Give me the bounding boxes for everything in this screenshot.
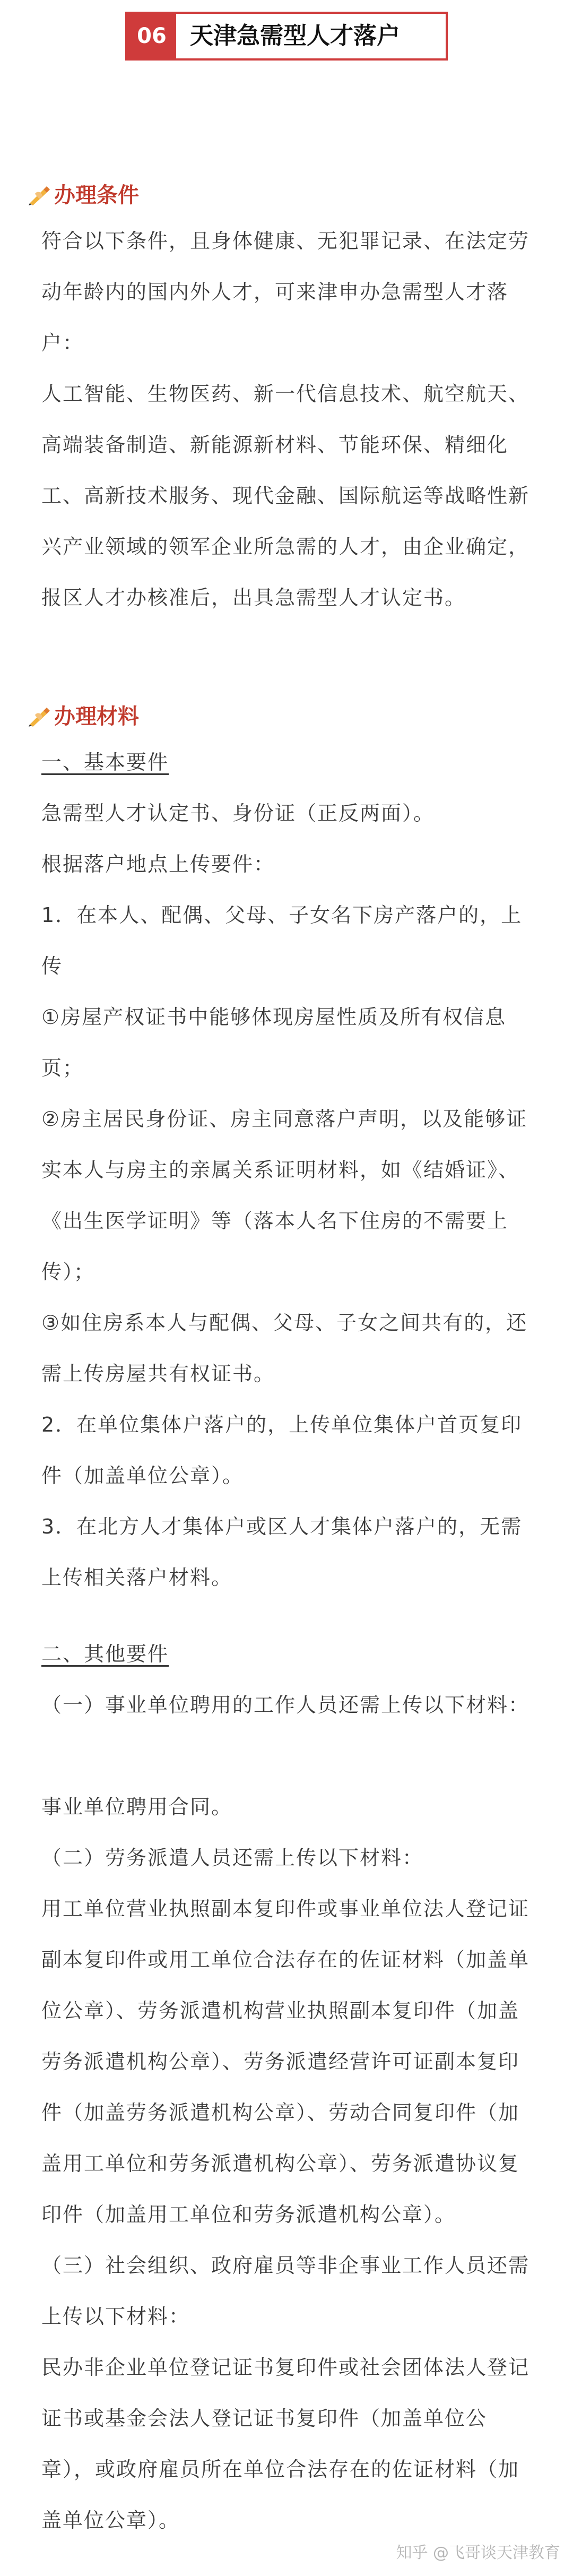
section-heading-materials	[28, 701, 139, 733]
writing-hand-icon	[28, 182, 51, 205]
writing-hand-icon	[28, 703, 51, 727]
other-paragraph-5: （三）社会组织、政府雇员等非企事业工作人员还需上传以下材料：	[41, 2254, 530, 2328]
conditions-paragraph-1: 符合以下条件，且身体健康、无犯罪记录、在法定劳动年龄内的国内外人才，可来津申办急需型人才落户：	[41, 229, 530, 355]
conditions-paragraph-2: 人工智能、生物医药、新一代信息技术、航空航天、高端装备制造、新能源新材料、节能环保、精细化工、高新技术服务、现代金融、国际航运等战略性新兴产业领域的领军企业所急需的人才，由企业确定，报区人才办核准后，出具急需型人才认定书。	[41, 382, 530, 609]
basic-paragraph-2: 根据落户地点上传要件：	[41, 852, 275, 876]
other-paragraph-1: （一）事业单位聘用的工作人员还需上传以下材料：	[41, 1693, 530, 1717]
title-number: 06	[127, 14, 176, 58]
basic-paragraph-6: ③如住房系本人与配偶、父母、子女之间共有的，还需上传房屋共有权证书。	[41, 1311, 528, 1385]
basic-paragraph-4: ①房屋产权证书中能够体现房屋性质及所有权信息页；	[41, 1005, 507, 1080]
other-paragraph-3: （二）劳务派遣人员还需上传以下材料：	[41, 1846, 424, 1869]
source-watermark: 知乎 @飞哥谈天津教育	[396, 2544, 560, 2562]
materials-heading-label: 办理材料	[54, 704, 139, 729]
basic-paragraph-1: 急需型人才认定书、身份证（正反两面）。	[41, 802, 435, 825]
other-paragraph-6: 民办非企业单位登记证书复印件或社会团体法人登记证书或基金会法人登记证书复印件（加盖单位公章），或政府雇员所在单位合法存在的佐证材料（加盖单位公章）。	[41, 2356, 530, 2532]
basic-paragraph-8: 3．在北方人才集体户或区人才集体户落户的，无需上传相关落户材料。	[41, 1515, 523, 1589]
other-paragraph-4: 用工单位营业执照副本复印件或事业单位法人登记证副本复印件或用工单位合法存在的佐证材料（加盖单位公章）、劳务派遣机构营业执照副本复印件（加盖劳务派遣机构公章）、劳务派遣经营许可证副本复印件（加盖劳务派遣机构公章）、劳动合同复印件（加盖用工单位和劳务派遣机构公章）、劳务派遣协议复印件（加盖用工单位和劳务派遣机构公章）。	[41, 1897, 530, 2226]
title-banner	[125, 12, 448, 61]
other-requirements-heading: 二、其他要件	[41, 1642, 169, 1666]
conditions-heading-label: 办理条件	[54, 183, 139, 208]
section-heading-conditions	[28, 179, 139, 211]
basic-requirements-heading: 一、基本要件	[41, 751, 169, 774]
page-title: 天津急需型人才落户	[190, 22, 400, 49]
basic-paragraph-7: 2．在单位集体户落户的，上传单位集体户首页复印件（加盖单位公章）。	[41, 1413, 523, 1487]
basic-paragraph-5: ②房主居民身份证、房主同意落户声明，以及能够证实本人与房主的亲属关系证明材料，如《结婚证》、《出生医学证明》等（落本人名下住房的不需要上传）；	[41, 1107, 528, 1283]
other-paragraph-2: 事业单位聘用合同。	[41, 1795, 233, 1819]
basic-paragraph-3: 1．在本人、配偶、父母、子女名下房产落户的，上传	[41, 903, 523, 978]
